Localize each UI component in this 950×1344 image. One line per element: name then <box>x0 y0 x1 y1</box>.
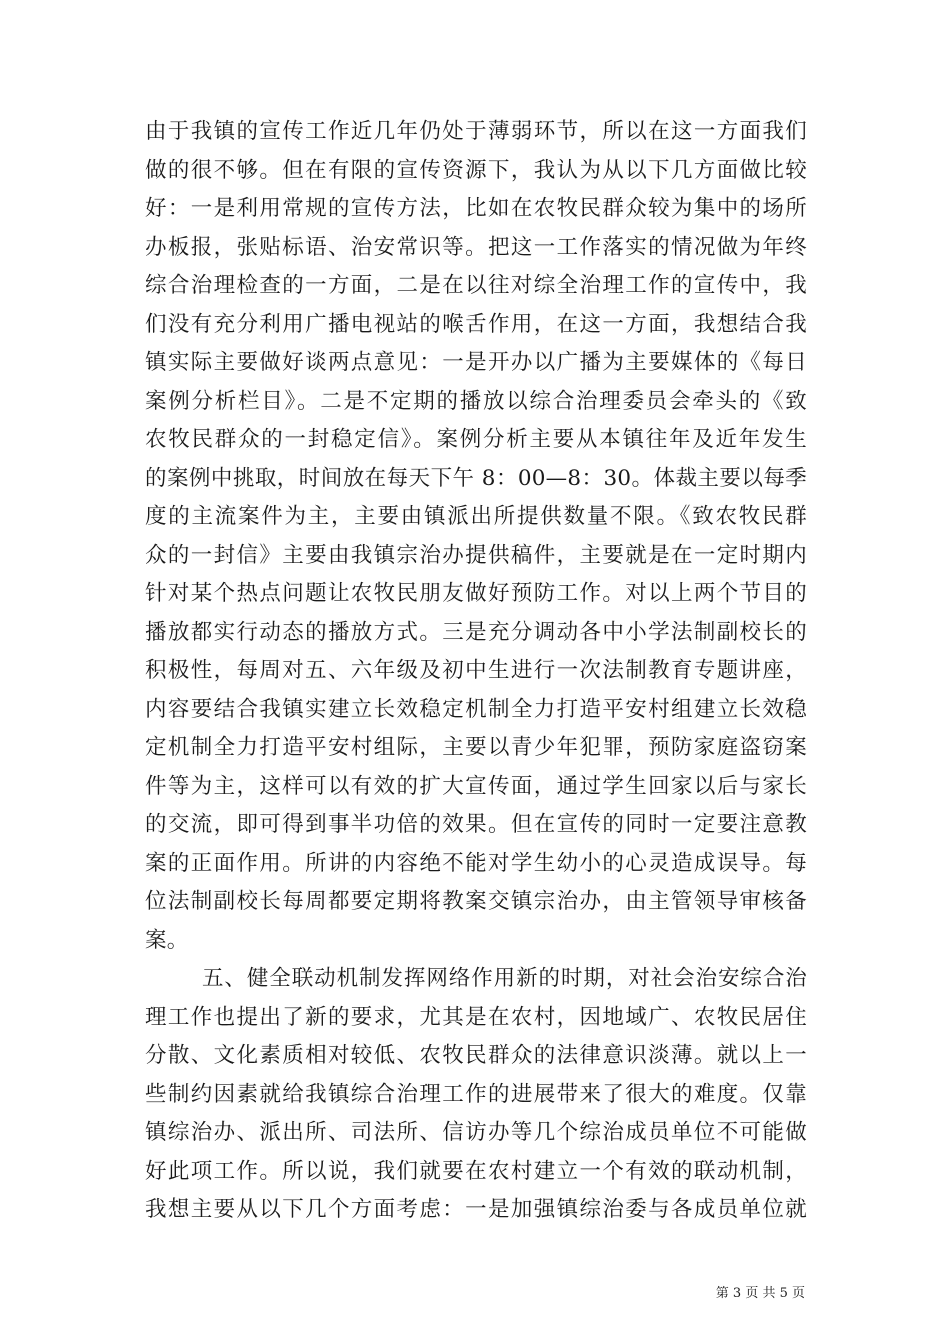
text-line: 农牧民群众的一封稳定信》。案例分析主要从本镇往年及近年发生 <box>145 427 807 452</box>
text-line: 我想主要从以下几个方面考虑：一是加强镇综治委与各成员单位就 <box>145 1197 807 1222</box>
text-line: 理工作也提出了新的要求，尤其是在农村，因地域广、农牧民居住 <box>145 1004 807 1030</box>
text-line: 由于我镇的宣传工作近几年仍处于薄弱环节，所以在这一方面我们 <box>145 119 807 144</box>
text-line: 案的正面作用。所讲的内容绝不能对学生幼小的心灵造成误导。每 <box>145 850 807 876</box>
body-text <box>145 113 807 1230</box>
text-line: 镇综治办、派出所、司法所、信访办等几个综治成员单位不可能做 <box>145 1120 807 1145</box>
text-line: 们没有充分利用广播电视站的喉舌作用，在这一方面，我想结合我 <box>145 311 807 337</box>
text-line: 积极性，每周对五、六年级及初中生进行一次法制教育专题讲座， <box>145 658 807 683</box>
text-line: 些制约因素就给我镇综合治理工作的进展带来了很大的难度。仅靠 <box>145 1081 807 1107</box>
text-line: 案。 <box>145 927 189 953</box>
text-line: 播放都实行动态的播放方式。三是充分调动各中小学法制副校长的 <box>145 619 807 645</box>
text-line: 办板报，张贴标语、治安常识等。把这一工作落实的情况做为年终 <box>145 234 807 260</box>
text-line: 度的主流案件为主，主要由镇派出所提供数量不限。《致农牧民群 <box>145 504 807 529</box>
text-line: 的交流，即可得到事半功倍的效果。但在宣传的同时一定要注意教 <box>145 812 807 837</box>
text-line: 好此项工作。所以说，我们就要在农村建立一个有效的联动机制， <box>145 1158 807 1184</box>
text-line: 针对某个热点问题让农牧民朋友做好预防工作。对以上两个节目的 <box>145 581 807 606</box>
text-line: 案例分析栏目》。二是不定期的播放以综合治理委员会牵头的《致 <box>145 388 807 414</box>
text-line: 内容要结合我镇实建立长效稳定机制全力打造平安村组建立长效稳 <box>145 696 807 722</box>
text-line: 的案例中挑取，时间放在每天下午 8：00—8：30。体裁主要以每季 <box>145 465 807 491</box>
text-line: 镇实际主要做好谈两点意见：一是开办以广播为主要媒体的《每日 <box>145 350 807 375</box>
section-heading-line: 五、健全联动机制发挥网络作用新的时期，对社会治安综合治 <box>202 966 807 991</box>
text-line: 做的很不够。但在有限的宣传资源下，我认为从以下几方面做比较 <box>145 157 807 183</box>
text-line: 定机制全力打造平安村组际，主要以青少年犯罪，预防家庭盗窃案 <box>145 735 807 760</box>
text-line: 件等为主，这样可以有效的扩大宣传面，通过学生回家以后与家长 <box>145 773 807 799</box>
text-line: 分散、文化素质相对较低、农牧民群众的法律意识淡薄。就以上一 <box>145 1043 807 1068</box>
text-line: 综合治理检查的一方面，二是在以往对综全治理工作的宣传中，我 <box>145 273 807 298</box>
text-line: 众的一封信》主要由我镇宗治办提供稿件，主要就是在一定时期内 <box>145 542 807 568</box>
page-number: 第 3 页 共 5 页 <box>715 1286 805 1301</box>
text-line: 好：一是利用常规的宣传方法，比如在农牧民群众较为集中的场所 <box>145 196 807 221</box>
text-line: 位法制副校长每周都要定期将教案交镇宗治办，由主管领导审核备 <box>145 889 807 914</box>
